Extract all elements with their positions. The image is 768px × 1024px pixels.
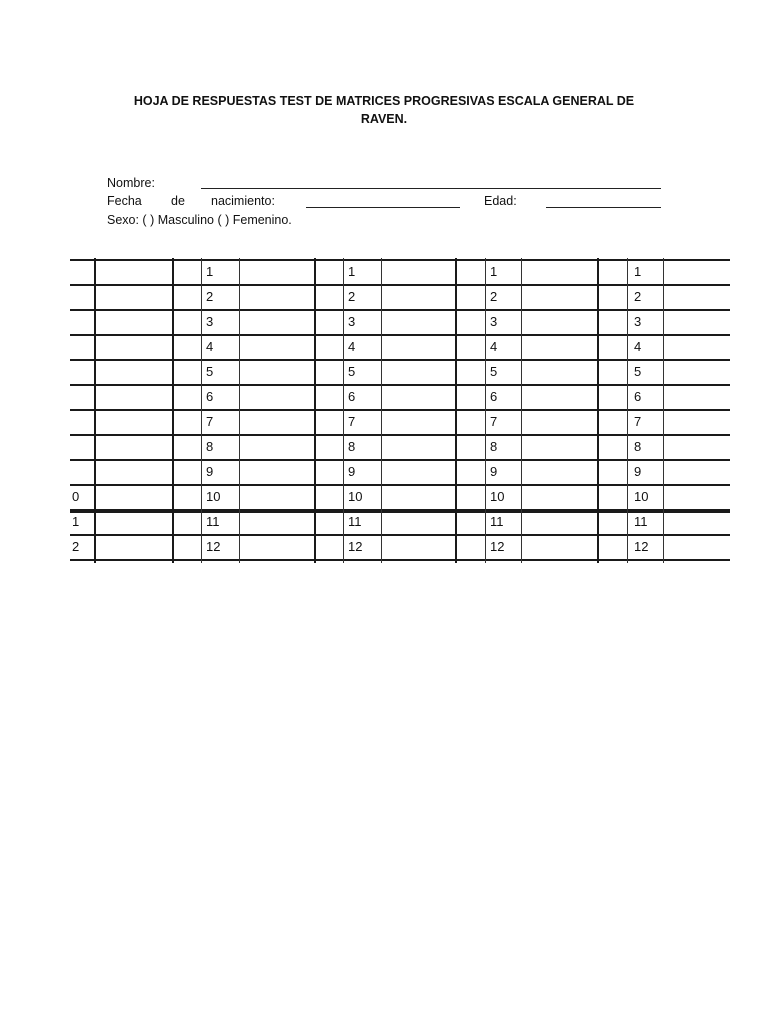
item-number: 8 [348,439,356,454]
item-number: 12 [348,539,363,554]
grid-column-line [172,258,174,563]
edad-label: Edad: [484,194,517,208]
grid-column-line [455,258,457,563]
grid-column-line [597,258,599,563]
grid-row-line [70,309,730,311]
title-line-2: RAVEN. [360,112,408,126]
item-number: 6 [490,389,498,404]
grid-column-line [381,258,382,563]
fecha-label: Fecha [107,194,142,208]
item-number: 10 [348,489,363,504]
item-number: 10 [490,489,505,504]
grid-column-line [94,258,96,563]
grid-row-line [70,259,730,261]
item-number: 4 [490,339,498,354]
fecha-field[interactable] [306,207,460,208]
item-number: 9 [206,464,214,479]
nombre-row [107,174,667,192]
grid-column-line [201,258,202,563]
item-number: 7 [634,414,642,429]
item-number: 6 [206,389,214,404]
item-number: 10 [206,489,221,504]
item-number: 3 [348,314,356,329]
item-number: 2 [490,289,498,304]
item-number-partial: 2 [72,539,80,554]
item-number: 1 [348,264,356,279]
item-number: 5 [348,364,356,379]
item-number: 8 [490,439,498,454]
nombre-field[interactable] [201,188,661,189]
item-number: 11 [490,514,504,529]
grid-row-line [70,384,730,386]
item-number: 5 [206,364,214,379]
edad-field[interactable] [546,207,661,208]
grid-row-line [70,284,730,286]
nacimiento-label: nacimiento: [211,194,275,208]
item-number: 12 [206,539,221,554]
de-label: de [171,194,185,208]
grid-column-line [663,258,664,563]
item-number: 5 [634,364,642,379]
item-number: 6 [348,389,356,404]
nombre-label: Nombre: [107,176,155,190]
grid-row-line [70,484,730,486]
item-number: 9 [490,464,498,479]
grid-row-line [70,459,730,461]
item-number: 8 [206,439,214,454]
grid-row-line [70,534,730,536]
item-number: 1 [490,264,498,279]
item-number: 12 [634,539,649,554]
grid-row-line [70,434,730,436]
item-number: 11 [634,514,648,529]
item-number: 11 [206,514,220,529]
grid-row-line [70,334,730,336]
item-number: 11 [348,514,362,529]
sexo-text: Sexo: ( ) Masculino ( ) Femenino. [107,213,292,227]
grid-column-line [314,258,316,563]
item-number: 7 [490,414,498,429]
item-number: 3 [206,314,214,329]
item-number: 7 [348,414,356,429]
grid-column-line [485,258,486,563]
item-number: 2 [348,289,356,304]
item-number: 4 [348,339,356,354]
item-number: 9 [634,464,642,479]
grid-row-line [70,359,730,361]
title-line-1: HOJA DE RESPUESTAS TEST DE MATRICES PROGRESIVAS ESCALA GENERAL DE [133,94,635,108]
item-number: 1 [634,264,642,279]
item-number: 10 [634,489,649,504]
item-number-partial: 1 [72,514,80,529]
grid-row-line [70,409,730,411]
item-number: 4 [206,339,214,354]
item-number: 8 [634,439,642,454]
item-number: 2 [206,289,214,304]
grid-column-line [521,258,522,563]
grid-column-line [627,258,628,563]
answer-grid [0,258,730,563]
grid-row-line [70,559,730,561]
item-number: 4 [634,339,642,354]
item-number-partial: 0 [72,489,80,504]
item-number: 3 [634,314,642,329]
grid-column-line [343,258,344,563]
item-number: 1 [206,264,214,279]
grid-row-line [70,509,730,513]
grid-column-line [239,258,240,563]
item-number: 6 [634,389,642,404]
item-number: 5 [490,364,498,379]
item-number: 9 [348,464,356,479]
item-number: 12 [490,539,505,554]
document-title [100,92,668,128]
item-number: 3 [490,314,498,329]
sexo-row [107,211,667,229]
item-number: 2 [634,289,642,304]
item-number: 7 [206,414,214,429]
